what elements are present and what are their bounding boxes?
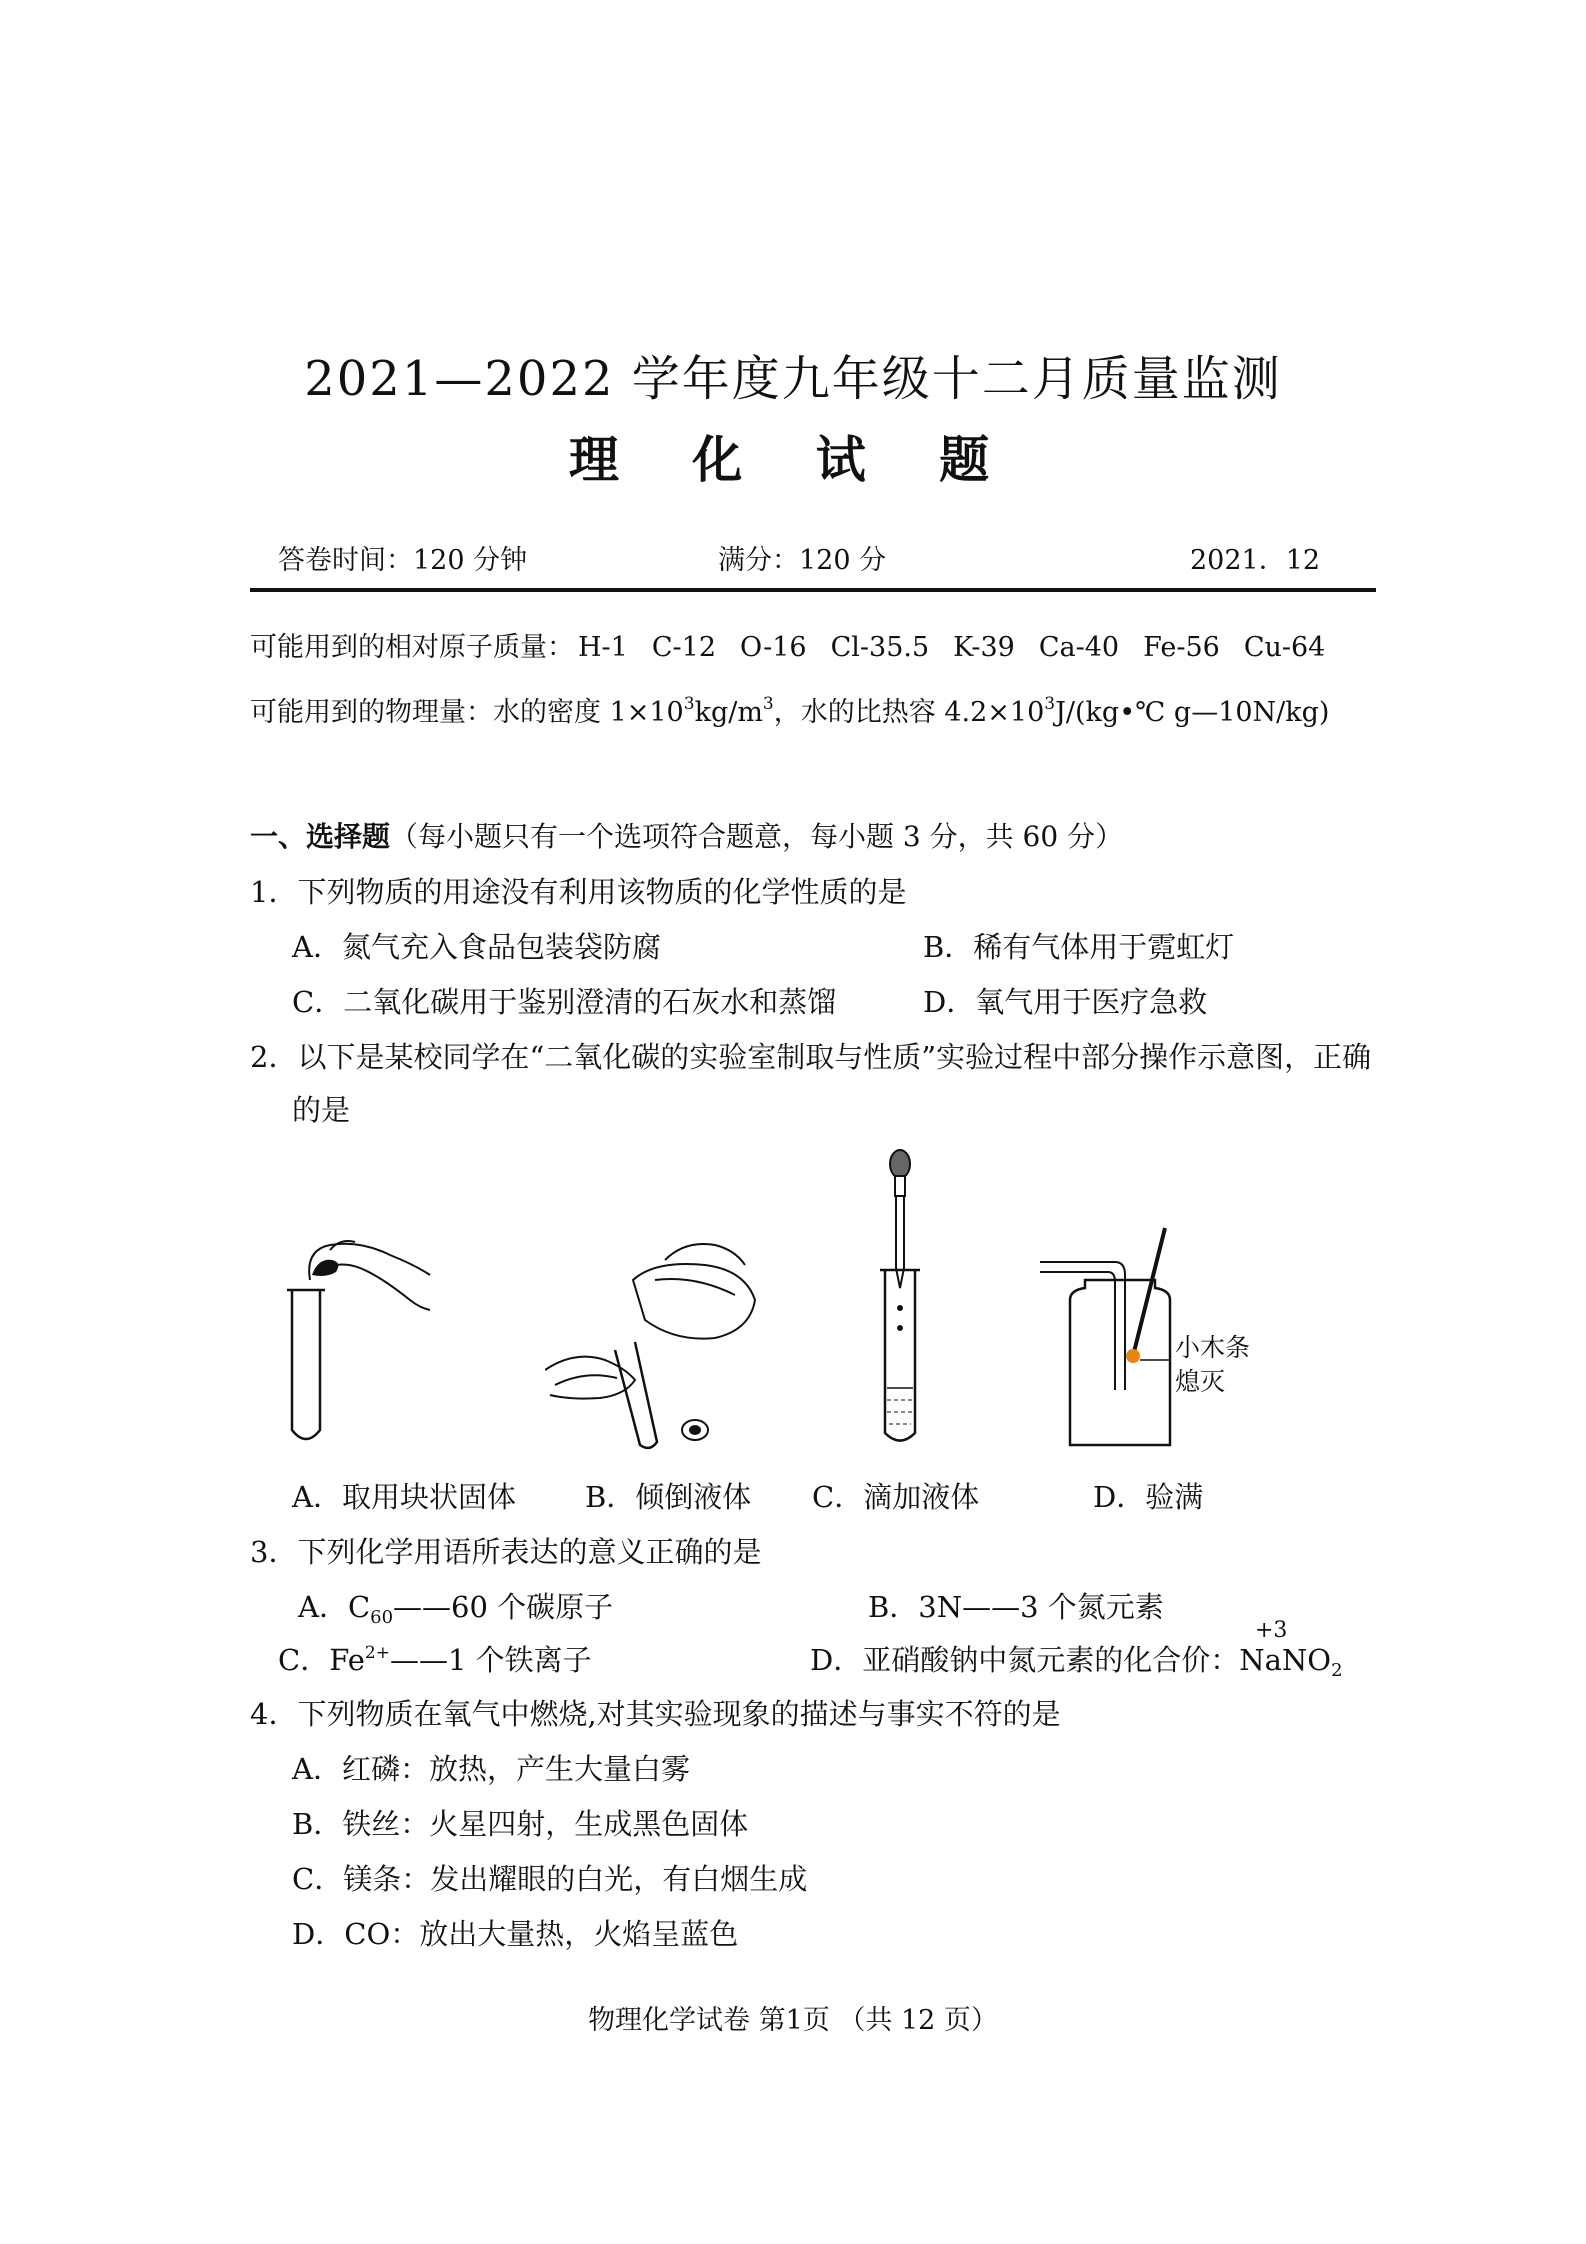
physical-constants-line	[250, 690, 1329, 729]
q3-option-b: B．3N——3 个氮元素	[868, 1590, 1164, 1624]
q1-option-c: C．二氧化碳用于鉴别澄清的石灰水和蒸馏	[292, 985, 837, 1019]
atomic-mass-item: C-12	[651, 632, 716, 663]
atomic-mass-item: Cl-35.5	[830, 632, 930, 663]
figure-a-label: A．取用块状固体	[292, 1480, 516, 1514]
atomic-mass-label: 可能用到的相对原子质量：	[250, 632, 574, 663]
q3-a-text: A．C	[298, 1590, 371, 1624]
q3-stem: 3．下列化学用语所表达的意义正确的是	[250, 1535, 762, 1569]
q3-c-text: C．Fe	[278, 1643, 365, 1677]
q3-option-c	[278, 1638, 592, 1679]
q3-option-d	[810, 1638, 1343, 1681]
exam-time: 答卷时间：120 分钟	[278, 545, 528, 576]
q1-option-b: B．稀有气体用于霓虹灯	[923, 930, 1235, 964]
atomic-mass-item: O-16	[740, 632, 807, 663]
q3-a-text: ——60 个碳原子	[393, 1590, 614, 1624]
q3-d-text: D．亚硝酸钠中氮元素的化合价：NaNO	[810, 1643, 1332, 1677]
exam-subtitle: 理 化 试 题	[568, 430, 1018, 489]
q3-c-text: ——1 个铁离子	[389, 1643, 592, 1677]
q4-option-a: A．红磷：放热，产生大量白雾	[292, 1752, 690, 1786]
q2-stem-line2: 的是	[292, 1093, 351, 1127]
header-rule	[250, 588, 1376, 592]
q1-option-d: D．氧气用于医疗急救	[923, 985, 1208, 1019]
section-title: 一、选择题	[250, 820, 391, 853]
phys-exponent: 3	[1044, 694, 1056, 714]
atomic-mass-item: Cu-64	[1243, 632, 1326, 663]
phys-exponent: 3	[762, 694, 774, 714]
q4-option-b: B．铁丝：火星四射，生成黑色固体	[292, 1807, 749, 1841]
q4-option-c: C．镁条：发出耀眼的白光，有白烟生成	[292, 1862, 808, 1896]
atomic-mass-item: H-1	[578, 632, 628, 663]
q1-stem: 1．下列物质的用途没有利用该物质的化学性质的是	[250, 875, 907, 909]
figure-b-label: B．倾倒液体	[585, 1480, 752, 1514]
phys-text: ，水的比热容 4.2×10	[773, 697, 1045, 728]
q3-a-subscript: 60	[370, 1607, 394, 1628]
q3-c-superscript: 2+	[364, 1643, 390, 1663]
figure-b-pouring	[545, 1220, 765, 1450]
q3-d-valence: +3	[1255, 1618, 1288, 1643]
section-heading	[250, 815, 1123, 855]
section-note: （每小题只有一个选项符合题意，每小题 3 分，共 60 分）	[390, 820, 1124, 853]
figure-d-label: D．验满	[1093, 1480, 1204, 1514]
atomic-mass-line	[250, 625, 1349, 664]
atomic-mass-item: Fe-56	[1143, 632, 1220, 663]
figure-d-note-extinguish: 熄灭	[1175, 1367, 1226, 1396]
phys-text: 可能用到的物理量：水的密度 1×10	[250, 697, 684, 728]
figure-c-label: C．滴加液体	[812, 1480, 980, 1514]
exam-score: 满分：120 分	[718, 545, 887, 576]
page-footer: 物理化学试卷 第1页 （共 12 页）	[588, 2005, 998, 2036]
q1-option-a: A．氮气充入食品包装袋防腐	[292, 930, 661, 964]
atomic-mass-item: K-39	[953, 632, 1015, 663]
exam-date: 2021．12	[1190, 545, 1321, 576]
figure-d-note-splint: 小木条	[1175, 1333, 1251, 1362]
figure-c-dropper	[870, 1148, 930, 1448]
phys-text: J/(kg•℃ g—10N/kg)	[1055, 697, 1330, 728]
q2-stem-line1: 2．以下是某校同学在“二氧化碳的实验室制取与性质”实验过程中部分操作示意图，正确	[250, 1040, 1372, 1074]
q3-d-subscript: 2	[1331, 1660, 1343, 1681]
atomic-mass-item: Ca-40	[1038, 632, 1120, 663]
q4-stem: 4．下列物质在氧气中燃烧,对其实验现象的描述与事实不符的是	[250, 1697, 1061, 1731]
figure-a-tube-hand	[270, 1230, 440, 1450]
exam-title: 2021—2022 学年度九年级十二月质量监测	[304, 351, 1282, 407]
q4-option-d: D．CO：放出大量热，火焰呈蓝色	[292, 1917, 739, 1951]
phys-text: kg/m	[694, 697, 763, 728]
q3-option-a	[298, 1585, 613, 1628]
figure-d-bottle-splint	[1040, 1220, 1290, 1450]
phys-exponent: 3	[683, 694, 695, 714]
